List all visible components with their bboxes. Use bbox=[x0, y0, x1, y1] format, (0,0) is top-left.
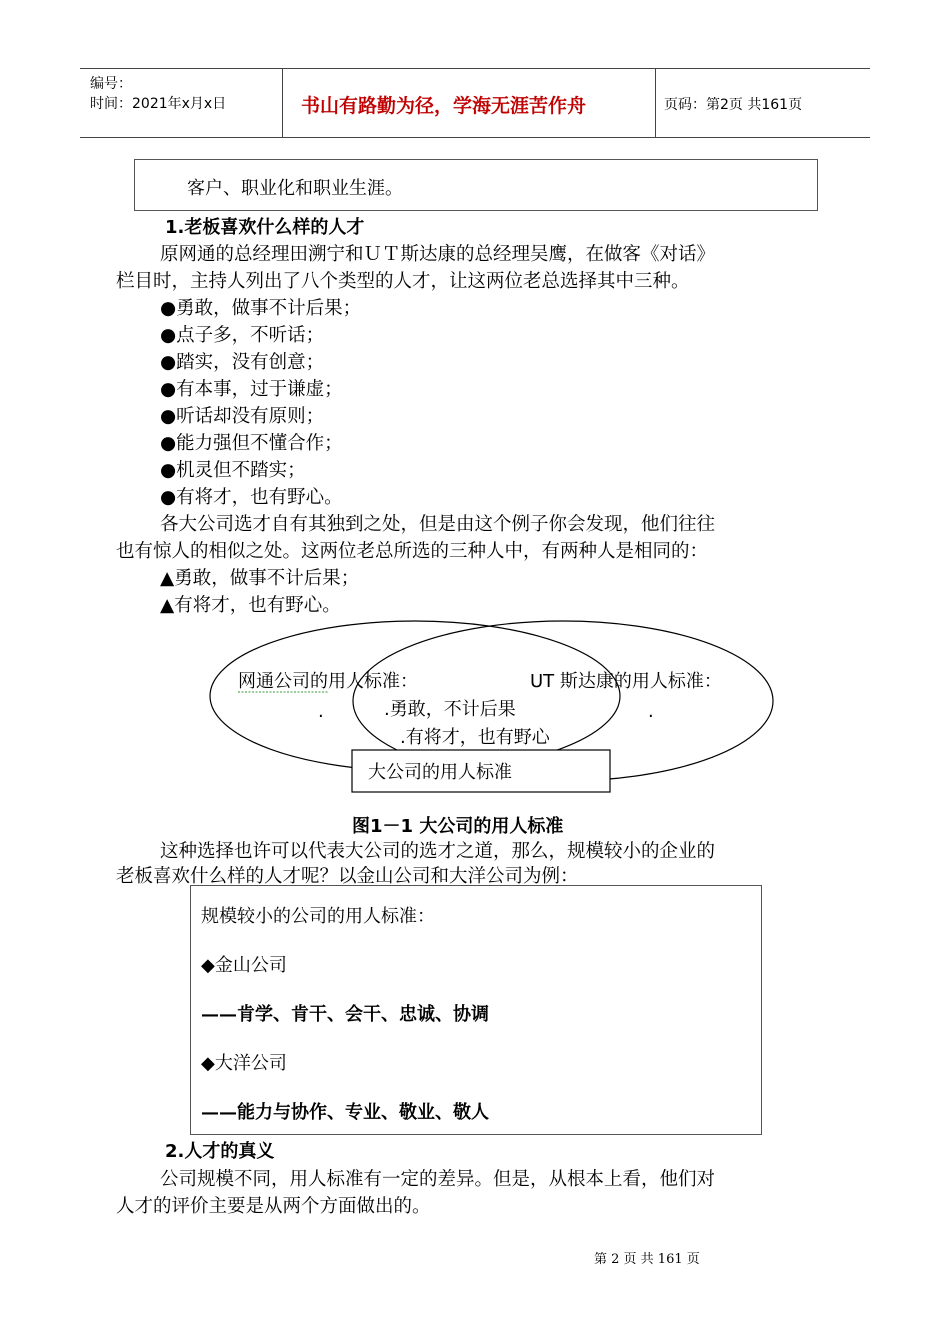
list-item: ●勇敢，做事不计后果； bbox=[160, 298, 362, 319]
page-footer: 第 2 页 共 161 页 bbox=[594, 1252, 700, 1267]
bottom-label: 大公司的用人标准 bbox=[368, 762, 512, 783]
para-line-1: 各大公司选才自有其独到之处，但是由这个例子你会发现，他们往往 bbox=[160, 514, 716, 535]
left-dot: . bbox=[318, 701, 324, 722]
intro-line-2: 栏目时，主持人列出了八个类型的人才，让这两位老总选择其中三种。 bbox=[116, 271, 690, 292]
time-label: 时间：2021年x月x日 bbox=[90, 96, 227, 112]
section2-line-2: 人才的评价主要是从两个方面做出的。 bbox=[116, 1196, 431, 1217]
list-item: ●有本事，过于谦虚； bbox=[160, 379, 343, 400]
left-label: 网通公司的用人标准： bbox=[238, 671, 418, 692]
common-trait-2: .有将才，也有野心 bbox=[400, 727, 550, 748]
section2-line-1: 公司规模不同，用人标准有一定的差异。但是，从根本上看，他们对 bbox=[160, 1169, 716, 1190]
company-name: ◆大洋公司 bbox=[201, 1053, 287, 1074]
small-company-box bbox=[190, 885, 762, 1135]
para-line-3: 这种选择也许可以代表大公司的选才之道，那么，规模较小的企业的 bbox=[160, 841, 716, 862]
motto: 书山有路勤为径，学海无涯苦作舟 bbox=[301, 95, 587, 117]
box-top-text: 客户、职业化和职业生涯。 bbox=[187, 178, 403, 199]
section1-heading: 1.老板喜欢什么样的人才 bbox=[165, 217, 365, 238]
list-item: ●听话却没有原则； bbox=[160, 406, 325, 427]
list-item: ●点子多，不听话； bbox=[160, 325, 325, 346]
continued-text-box bbox=[134, 159, 818, 211]
header-page-cell bbox=[656, 69, 870, 137]
company-name: ◆金山公司 bbox=[201, 955, 287, 976]
header-motto-cell bbox=[283, 69, 656, 137]
common-trait-1: .勇敢，不计后果 bbox=[384, 699, 516, 720]
intro-line-1: 原网通的总经理田溯宁和ＵＴ斯达康的总经理吴鹰，在做客《对话》 bbox=[160, 244, 716, 265]
page-header bbox=[80, 68, 870, 138]
right-label: UT 斯达康的用人标准： bbox=[530, 671, 722, 692]
list-item: ●有将才，也有野心。 bbox=[160, 487, 343, 508]
list-item: ●机灵但不踏实； bbox=[160, 460, 306, 481]
list-item: ▲有将才，也有野心。 bbox=[160, 595, 341, 616]
box-title: 规模较小的公司的用人标准： bbox=[201, 906, 435, 927]
number-label: 编号： bbox=[90, 76, 132, 92]
list-item: ▲勇敢，做事不计后果； bbox=[160, 568, 360, 589]
figure-caption: 图1－1 大公司的用人标准 bbox=[352, 816, 564, 837]
right-dot: . bbox=[648, 701, 654, 722]
list-item: ●踏实，没有创意； bbox=[160, 352, 325, 373]
para-line-2: 也有惊人的相似之处。这两位老总所选的三种人中，有两种人是相同的： bbox=[116, 541, 709, 562]
section2-heading: 2.人才的真义 bbox=[165, 1141, 275, 1162]
header-meta-cell bbox=[80, 69, 283, 137]
company-traits: ——能力与协作、专业、敬业、敬人 bbox=[201, 1102, 489, 1123]
company-traits: ——肯学、肯干、会干、忠诚、协调 bbox=[201, 1004, 489, 1025]
left-ellipse bbox=[210, 621, 620, 771]
list-item: ●能力强但不懂合作； bbox=[160, 433, 343, 454]
venn-diagram bbox=[200, 615, 780, 805]
page-info: 页码：第2页 共161页 bbox=[664, 97, 803, 113]
para-line-4: 老板喜欢什么样的人才呢？以金山公司和大洋公司为例： bbox=[116, 866, 579, 887]
